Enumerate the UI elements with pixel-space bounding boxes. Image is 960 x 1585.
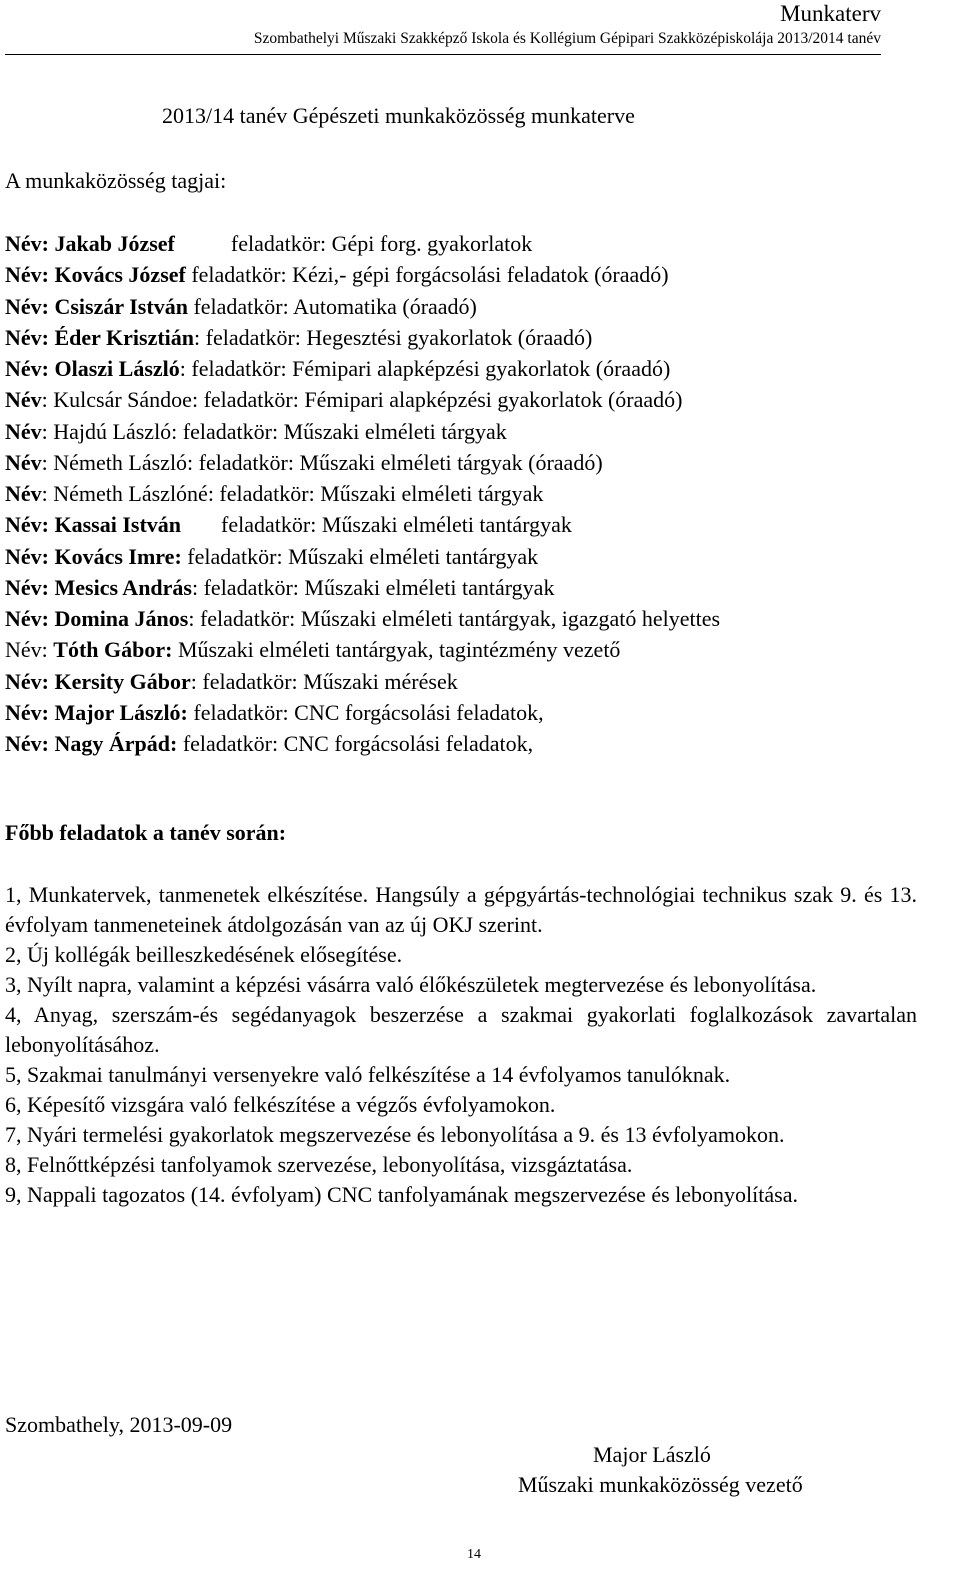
member-label: Név: — [5, 668, 55, 694]
member-label: Név: — [5, 512, 55, 538]
task-item: 8, Felnőttképzési tanfolyamok szervezése, lebonyolítása, vizsgáztatása. — [5, 1152, 633, 1177]
member-label: Név: — [5, 699, 55, 725]
member-name: Tóth Gábor: — [53, 637, 173, 663]
member-name: Kassai István — [54, 512, 182, 538]
member-label: Név: — [5, 731, 55, 756]
member-name: Kovács József — [54, 262, 186, 288]
task-item: 4, Anyag, szerszám-és segédanyagok beszerzése a szakmai gyakorlati foglalkozások zavartalan lebonyolításához. — [5, 1002, 917, 1057]
member-row — [5, 384, 915, 415]
signature-name: Major László — [593, 1442, 711, 1467]
member-name: Csiszár István — [54, 293, 188, 319]
member-role: : feladatkör: Fémipari alapképzési gyakorlatok (óraadó) — [179, 356, 671, 381]
member-name: Kovács Imre: — [54, 543, 182, 569]
tasks-list — [5, 880, 917, 1210]
member-role: : feladatkör: Műszaki elméleti tantárgyak — [191, 574, 555, 600]
signature-role: Műszaki munkaközösség vezető — [518, 1472, 803, 1497]
member-name: Nagy Árpád: — [54, 731, 178, 756]
member-name: Major László: — [54, 699, 188, 725]
member-label: Név — [5, 449, 42, 475]
member-label: Név: — [5, 262, 55, 288]
member-role: feladatkör: Automatika (óraadó) — [187, 293, 477, 319]
member-role: feladatkör: CNC forgácsolási feladatok, — [187, 699, 544, 725]
task-item: 7, Nyári termelési gyakorlatok megszervezése és lebonyolítása a 9. és 13 évfolyamokon. — [5, 1122, 785, 1147]
header-title: Munkaterv — [780, 1, 881, 26]
member-role: feladatkör: Műszaki elméleti tantárgyak — [221, 512, 572, 538]
member-row — [5, 228, 915, 259]
task-item: 2, Új kollégák beilleszkedésének elősegítése. — [5, 942, 403, 967]
member-name: Olaszi László — [54, 356, 180, 381]
member-row — [5, 416, 915, 447]
member-label: Név: — [5, 324, 55, 350]
members-list — [5, 228, 915, 759]
header-subtitle: Szombathelyi Műszaki Szakképző Iskola és Kollégium Gépipari Szakközépiskolája 2013/2014 tanév — [253, 30, 881, 47]
member-label: Név — [5, 387, 42, 413]
page-number: 14 — [467, 1547, 481, 1562]
member-label: Név: — [5, 293, 55, 319]
member-label: Név: — [5, 231, 55, 256]
member-label: Név — [5, 418, 42, 444]
member-role: : Németh Lászlóné: feladatkör: Műszaki elméleti tárgyak — [41, 481, 544, 506]
member-role: feladatkör: Kézi,- gépi forgácsolási feladatok (óraadó) — [185, 262, 669, 288]
member-row — [5, 634, 915, 665]
member-label: Név: — [5, 543, 55, 569]
member-row — [5, 728, 915, 759]
member-label: Név: — [5, 356, 55, 381]
member-label: Név — [5, 481, 42, 506]
member-name: Mesics András — [54, 574, 192, 600]
member-row — [5, 291, 915, 322]
member-name: Kersity Gábor — [54, 668, 191, 694]
task-item: 5, Szakmai tanulmányi versenyekre való felkészítése a 14 évfolyamos tanulóknak. — [5, 1062, 731, 1087]
task-item: 9, Nappali tagozatos (14. évfolyam) CNC tanfolyamának megszervezése és lebonyolítása. — [5, 1182, 798, 1207]
member-role: : feladatkör: Műszaki elméleti tantárgyak, igazgató helyettes — [188, 606, 721, 631]
header-rule — [5, 54, 881, 55]
member-role: Műszaki elméleti tantárgyak, tagintézmény vezető — [172, 637, 621, 663]
task-item: 6, Képesítő vizsgára való felkészítése a végzős évfolyamokon. — [5, 1092, 556, 1117]
member-row — [5, 509, 915, 540]
member-row — [5, 541, 915, 572]
member-row — [5, 666, 915, 697]
member-row — [5, 572, 915, 603]
member-row — [5, 697, 915, 728]
member-label: Név: — [5, 606, 55, 631]
member-label: Név: — [5, 637, 54, 663]
member-role: : feladatkör: Hegesztési gyakorlatok (óraadó) — [194, 324, 593, 350]
member-name: Jakab József — [54, 231, 175, 256]
member-role: : Kulcsár Sándoe: feladatkör: Fémipari alapképzési gyakorlatok (óraadó) — [41, 387, 683, 413]
members-heading: A munkaközösség tagjai: — [5, 168, 227, 193]
task-item: 3, Nyílt napra, valamint a képzési vásárra való élőkészületek megtervezése és lebonyolítása. — [5, 972, 817, 997]
member-role: : Németh László: feladatkör: Műszaki elméleti tárgyak (óraadó) — [41, 449, 603, 475]
member-row — [5, 603, 915, 634]
member-row — [5, 322, 915, 353]
document-title: 2013/14 tanév Gépészeti munkaközösség munkaterve — [162, 103, 635, 128]
member-role: : feladatkör: Műszaki mérések — [190, 668, 458, 694]
member-role: feladatkör: CNC forgácsolási feladatok, — [177, 731, 534, 756]
member-label: Név: — [5, 574, 55, 600]
member-name: Domina János — [54, 606, 189, 631]
tasks-heading: Főbb feladatok a tanév során: — [5, 820, 287, 845]
member-role: : Hajdú László: feladatkör: Műszaki elméleti tárgyak — [41, 418, 507, 444]
member-row — [5, 259, 915, 290]
member-role: feladatkör: Gépi forg. gyakorlatok — [230, 231, 533, 256]
member-name: Éder Krisztián — [54, 324, 195, 350]
member-row — [5, 353, 915, 384]
place-date: Szombathely, 2013-09-09 — [5, 1412, 233, 1437]
member-row — [5, 478, 915, 509]
member-row — [5, 447, 915, 478]
task-item: 1, Munkatervek, tanmenetek elkészítése. Hangsúly a gépgyártás-technológiai technikus szak 9. és 13. évfolyam tanmeneteinek átdolgozásán van az új OKJ szerint. — [5, 882, 917, 937]
member-role: feladatkör: Műszaki elméleti tantárgyak — [181, 543, 539, 569]
